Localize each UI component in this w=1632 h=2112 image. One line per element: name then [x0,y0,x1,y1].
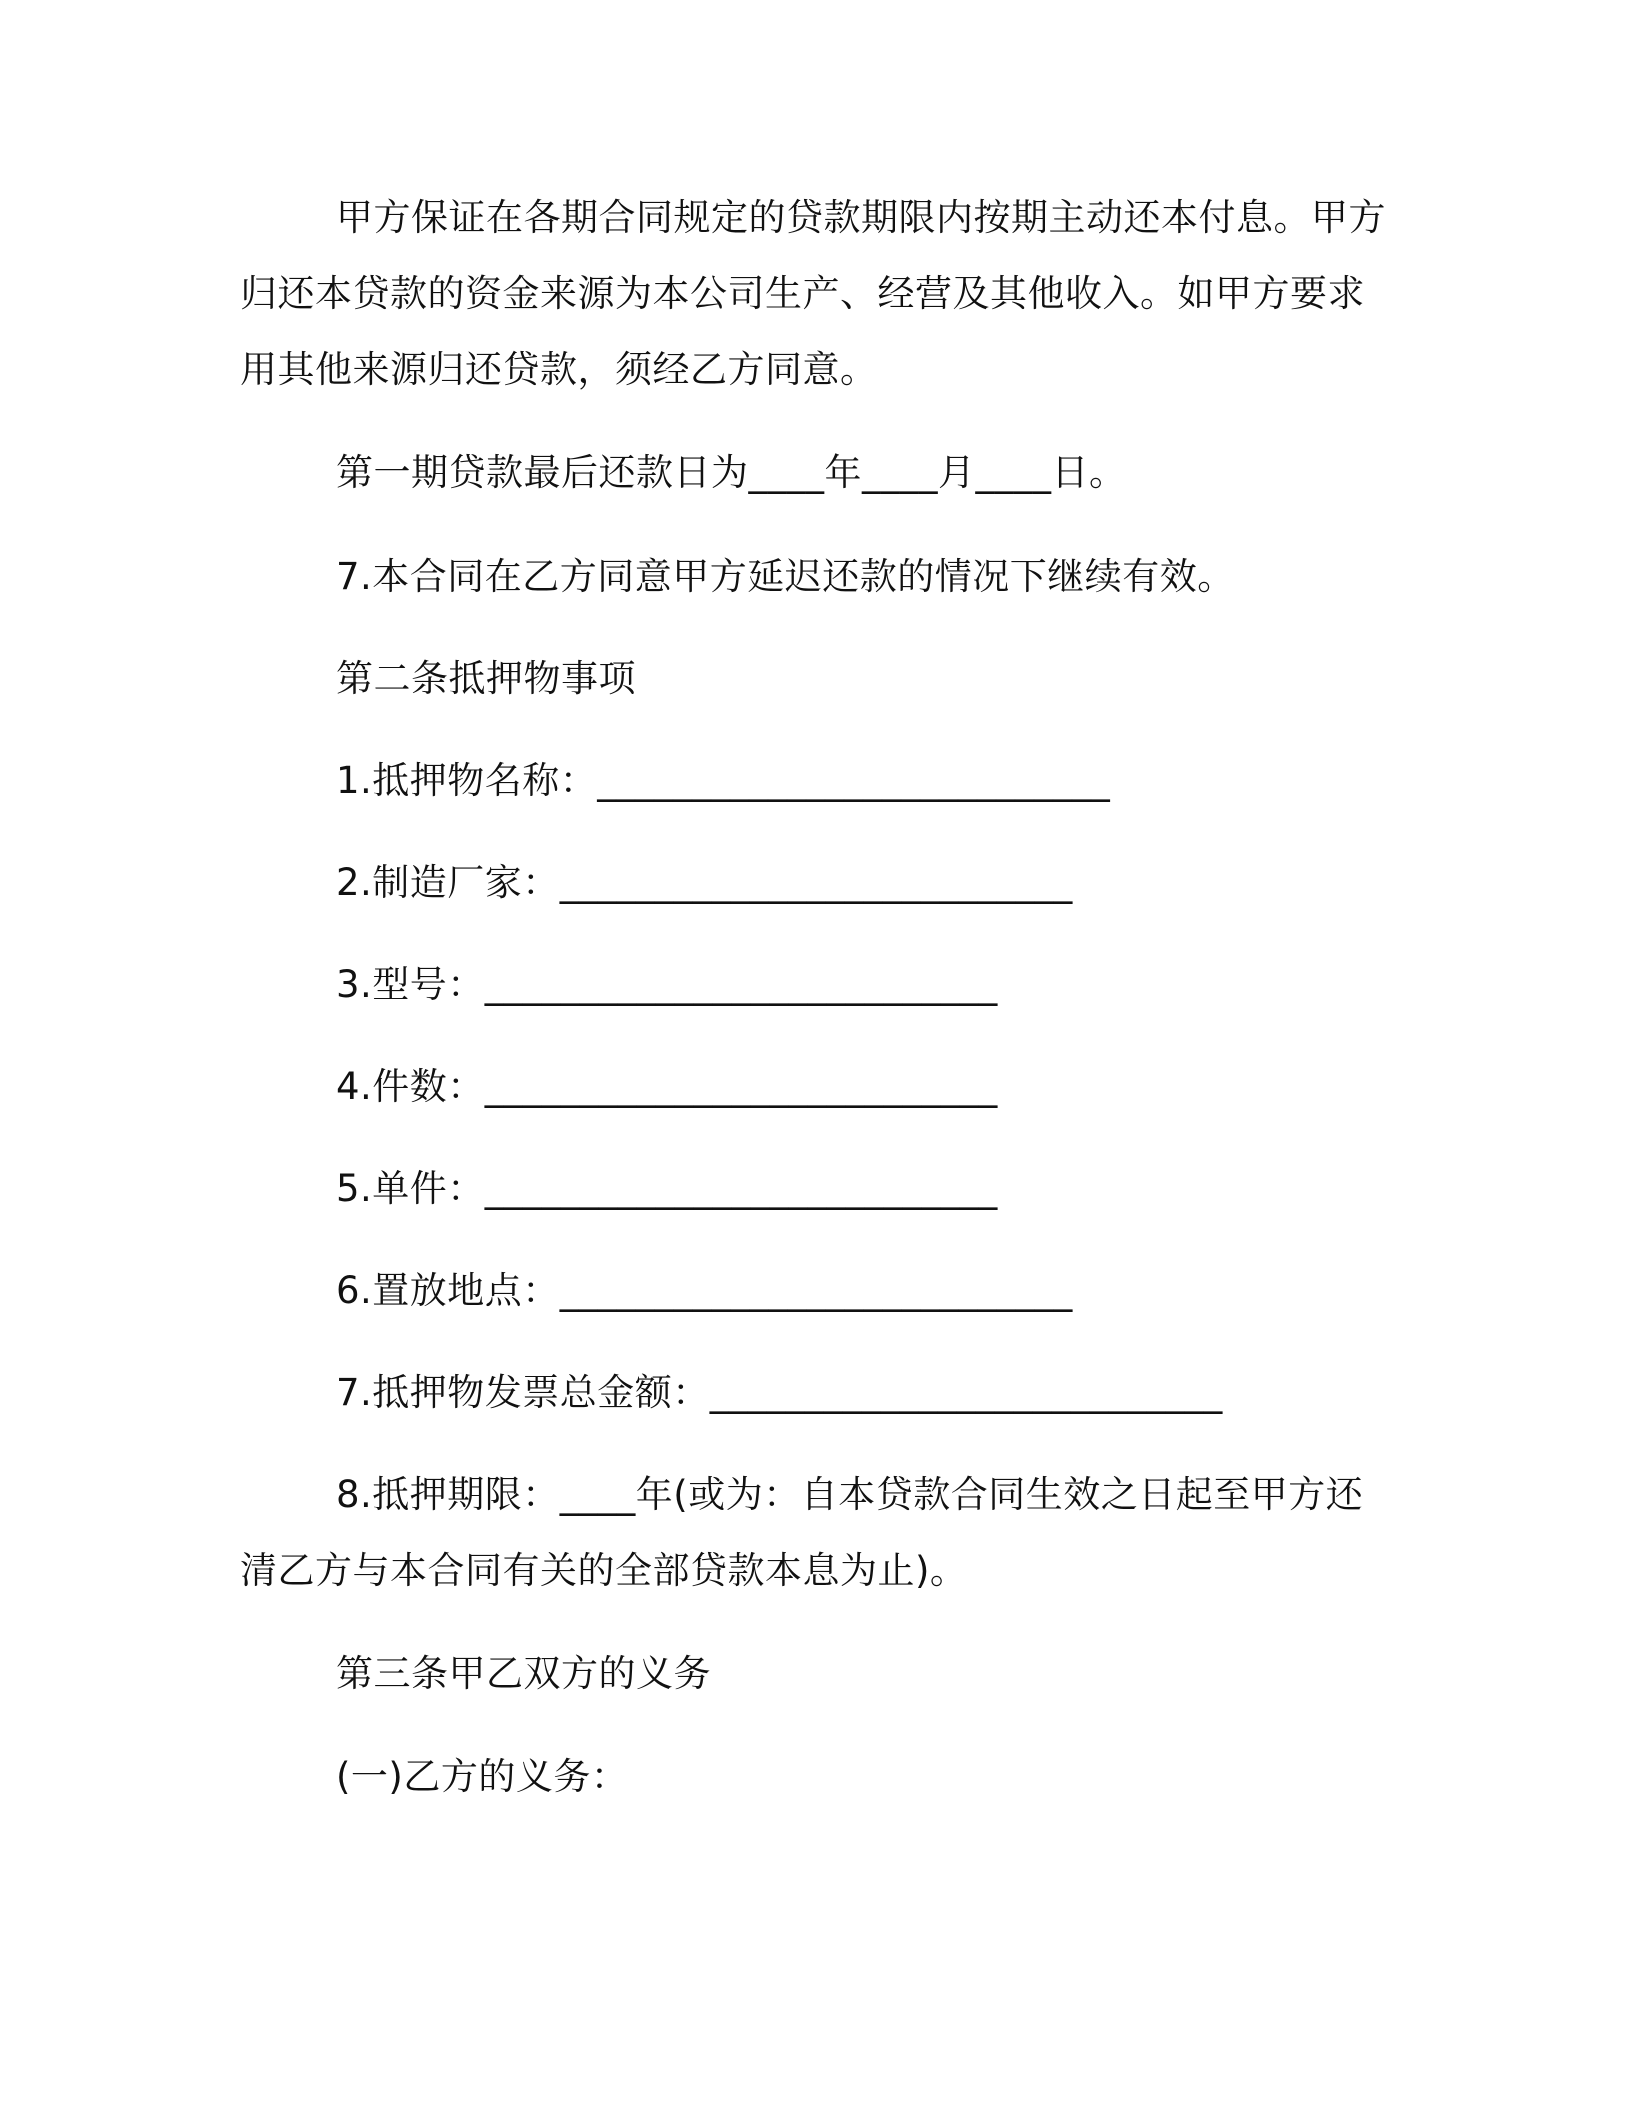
invoice-total-field: 7.抵押物发票总金额：___________________________ [336,1371,1223,1414]
article-3-heading: 第三条甲乙双方的义务 [336,1652,711,1695]
collateral-name-field: 1.抵押物名称：___________________________ [336,759,1111,802]
manufacturer-field: 2.制造厂家：___________________________ [336,861,1073,904]
quantity-field: 4.件数：___________________________ [336,1065,998,1108]
model-field: 3.型号：___________________________ [336,963,998,1006]
paragraph-line: 甲方保证在各期合同规定的贷款期限内按期主动还本付息。甲方 [336,196,1386,239]
article-2-heading: 第二条抵押物事项 [336,657,636,700]
repayment-date-line: 第一期贷款最后还款日为____年____月____日。 [336,451,1127,494]
paragraph-line: 用其他来源归还贷款，须经乙方同意。 [240,348,878,391]
location-field: 6.置放地点：___________________________ [336,1269,1073,1312]
party-b-obligations-heading: (一)乙方的义务： [336,1755,629,1798]
unit-field: 5.单件：___________________________ [336,1167,998,1210]
mortgage-term-line-continued: 清乙方与本合同有关的全部贷款本息为止)。 [240,1549,968,1592]
clause-7-line: 7.本合同在乙方同意甲方延迟还款的情况下继续有效。 [336,555,1235,598]
mortgage-term-line: 8.抵押期限：____年(或为：自本贷款合同生效之日起至甲方还 [336,1473,1364,1516]
paragraph-line: 归还本贷款的资金来源为本公司生产、经营及其他收入。如甲方要求 [240,272,1365,315]
